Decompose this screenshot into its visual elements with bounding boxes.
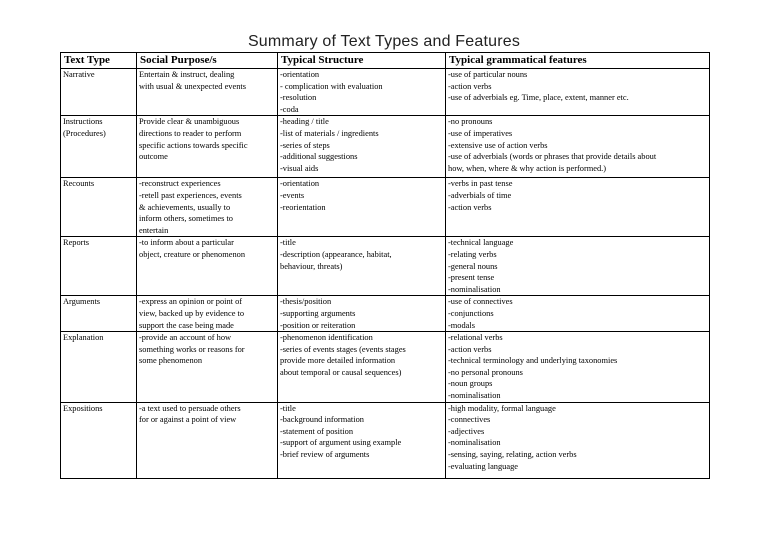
header-typical-structure: Typical Structure	[278, 53, 446, 69]
cell-line: -modals	[448, 320, 475, 330]
cell-social-purpose	[137, 69, 278, 116]
cell-line: -heading / title	[280, 117, 329, 127]
cell-text-type	[61, 178, 137, 237]
table-row	[61, 69, 710, 116]
cell-line: -noun groups	[448, 379, 493, 389]
cell-line: -technical terminology and underlying taxonomies	[448, 356, 618, 366]
cell-grammatical-features	[446, 69, 710, 116]
cell-line: -adjectives	[448, 426, 485, 436]
cell-social-purpose	[137, 332, 278, 403]
cell-line: -general nouns	[448, 261, 498, 271]
cell-line: -provide an account of how	[139, 333, 232, 343]
cell-line: -relating verbs	[448, 249, 497, 259]
table-row	[61, 332, 710, 403]
cell-text-type	[61, 237, 137, 296]
cell-line: -additional suggestions	[280, 152, 358, 162]
table-row	[61, 237, 710, 296]
cell-typical-structure	[278, 69, 446, 116]
cell-line: -thesis/position	[280, 297, 332, 307]
cell-line: -supporting arguments	[280, 308, 356, 318]
cell-social-purpose	[137, 237, 278, 296]
cell-line: Instructions	[63, 117, 103, 127]
cell-line: -a text used to persuade others	[139, 403, 241, 413]
cell-line: -reorientation	[280, 202, 326, 212]
cell-line: -no pronouns	[448, 117, 493, 127]
cell-line: about temporal or causal sequences)	[280, 367, 402, 377]
cell-line: behaviour, threats)	[280, 261, 343, 271]
cell-line: -nominalisation	[448, 284, 501, 294]
cell-line: -sensing, saying, relating, action verbs	[448, 450, 577, 460]
cell-line: -evaluating language	[448, 461, 518, 471]
cell-line: -brief review of arguments	[280, 450, 370, 460]
cell-line: Narrative	[63, 70, 95, 79]
cell-line: -events	[280, 190, 305, 200]
cell-line: -description (appearance, habitat,	[280, 249, 392, 259]
cell-grammatical-features	[446, 178, 710, 237]
cell-line: -action verbs	[448, 81, 492, 91]
cell-line: -no personal pronouns	[448, 367, 523, 377]
table-row	[61, 178, 710, 237]
cell-line: -nominalisation	[448, 391, 501, 401]
cell-line: with usual & unexpected events	[139, 81, 246, 91]
cell-line: Reports	[63, 238, 90, 248]
header-text-type: Text Type	[61, 53, 137, 69]
cell-text-type	[61, 332, 137, 403]
cell-line: Recounts	[63, 179, 95, 189]
cell-grammatical-features	[446, 402, 710, 478]
header-row	[61, 53, 710, 69]
cell-line: -to inform about a particular	[139, 238, 234, 248]
cell-typical-structure	[278, 332, 446, 403]
cell-line: inform others, sometimes to	[139, 214, 233, 224]
cell-social-purpose	[137, 402, 278, 478]
cell-typical-structure	[278, 116, 446, 178]
cell-line: & achievements, usually to	[139, 202, 231, 212]
cell-text-type	[61, 69, 137, 116]
cell-line: -series of steps	[280, 140, 330, 150]
cell-line: outcome	[139, 152, 168, 162]
cell-line: entertain	[139, 225, 169, 235]
cell-line: Provide clear & unambiguous	[139, 117, 240, 127]
cell-line: -use of adverbials (words or phrases that provide details about	[448, 152, 657, 162]
cell-line: -orientation	[280, 70, 320, 79]
cell-line: Explanation	[63, 333, 104, 343]
cell-grammatical-features	[446, 332, 710, 403]
cell-line: -verbs in past tense	[448, 179, 513, 189]
cell-line: some phenomenon	[139, 356, 203, 366]
cell-line: -support of argument using example	[280, 438, 402, 448]
cell-line: something works or reasons for	[139, 344, 245, 354]
cell-typical-structure	[278, 402, 446, 478]
cell-line: -retell past experiences, events	[139, 190, 242, 200]
cell-grammatical-features	[446, 296, 710, 332]
cell-line: -title	[280, 238, 296, 248]
header-social-purpose: Social Purpose/s	[137, 53, 278, 69]
cell-line: -reconstruct experiences	[139, 179, 221, 189]
cell-line: for or against a point of view	[139, 415, 237, 425]
cell-line: Arguments	[63, 297, 101, 307]
cell-typical-structure	[278, 178, 446, 237]
cell-line: -orientation	[280, 179, 320, 189]
cell-line: -technical language	[448, 238, 514, 248]
cell-line: -visual aids	[280, 163, 319, 173]
cell-line: -high modality, formal language	[448, 403, 556, 413]
cell-line: -resolution	[280, 93, 317, 103]
cell-line: -background information	[280, 415, 364, 425]
cell-text-type	[61, 296, 137, 332]
cell-social-purpose	[137, 296, 278, 332]
cell-line: -conjunctions	[448, 308, 494, 318]
cell-line: -action verbs	[448, 202, 492, 212]
cell-line: -extensive use of action verbs	[448, 140, 548, 150]
cell-line: -use of particular nouns	[448, 70, 528, 79]
cell-line: -series of events stages (events stages	[280, 344, 406, 354]
text-types-table	[60, 52, 710, 479]
header-grammatical-features: Typical grammatical features	[446, 53, 710, 69]
cell-line: view, backed up by evidence to	[139, 308, 245, 318]
cell-line: provide more detailed information	[280, 356, 396, 366]
cell-line: -adverbials of time	[448, 190, 512, 200]
cell-line: -use of imperatives	[448, 128, 513, 138]
cell-text-type	[61, 116, 137, 178]
cell-line: -list of materials / ingredients	[280, 128, 379, 138]
cell-line: support the case being made	[139, 320, 234, 330]
cell-line: -use of connectives	[448, 297, 513, 307]
cell-line: (Procedures)	[63, 128, 106, 138]
cell-line: -title	[280, 403, 296, 413]
cell-text-type	[61, 402, 137, 478]
cell-line: -coda	[280, 104, 299, 114]
cell-typical-structure	[278, 296, 446, 332]
cell-line: - complication with evaluation	[280, 81, 383, 91]
cell-line: Entertain & instruct, dealing	[139, 70, 235, 79]
table-row	[61, 116, 710, 178]
cell-grammatical-features	[446, 116, 710, 178]
cell-line: -express an opinion or point of	[139, 297, 243, 307]
cell-typical-structure	[278, 237, 446, 296]
cell-line: specific actions towards specific	[139, 140, 248, 150]
table-row	[61, 296, 710, 332]
cell-line: -position or reiteration	[280, 320, 356, 330]
cell-line: object, creature or phenomenon	[139, 249, 246, 259]
cell-line: -statement of position	[280, 426, 354, 436]
cell-social-purpose	[137, 178, 278, 237]
page-title: Summary of Text Types and Features	[247, 33, 521, 50]
cell-line: directions to reader to perform	[139, 128, 242, 138]
cell-line: -present tense	[448, 273, 495, 283]
cell-line: how, when, where & why action is performed.)	[448, 163, 607, 173]
cell-line: Expositions	[63, 403, 103, 413]
cell-grammatical-features	[446, 237, 710, 296]
cell-line: -phenomenon identification	[280, 333, 373, 343]
cell-line: -connectives	[448, 415, 491, 425]
cell-line: -action verbs	[448, 344, 492, 354]
table-row	[61, 402, 710, 478]
cell-line: -use of adverbials eg. Time, place, extent, manner etc.	[448, 93, 629, 103]
cell-social-purpose	[137, 116, 278, 178]
cell-line: -relational verbs	[448, 333, 503, 343]
cell-line: -nominalisation	[448, 438, 501, 448]
